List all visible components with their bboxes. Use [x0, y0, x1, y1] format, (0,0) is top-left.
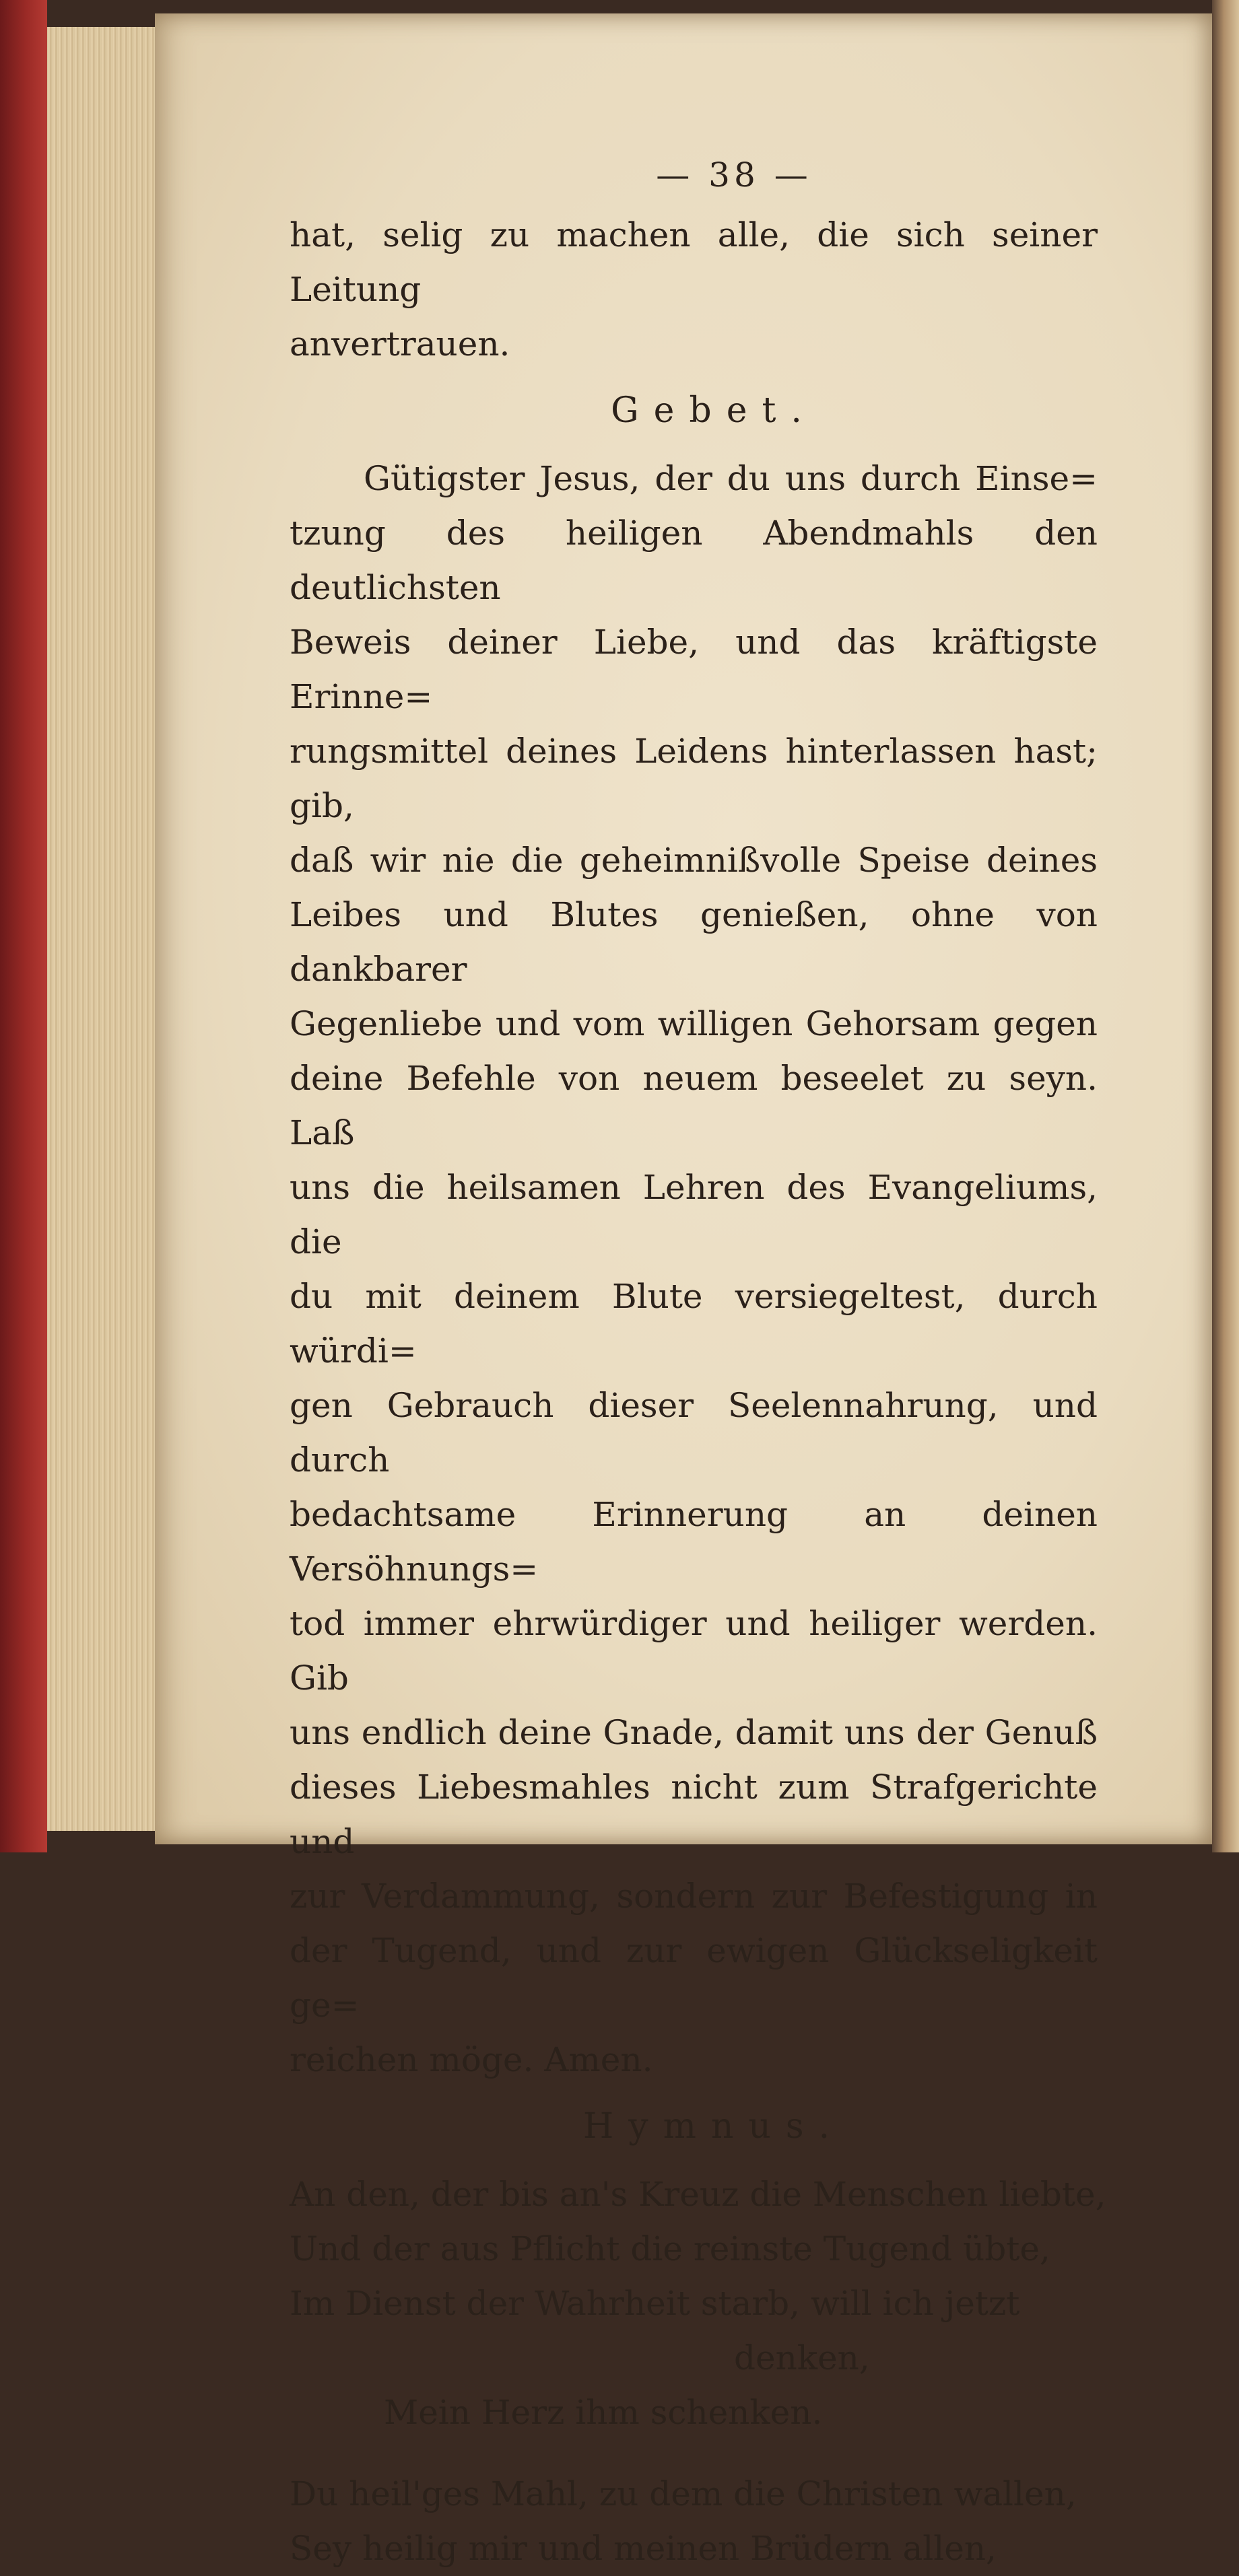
verse-line: Mein Herz ihm schenken.: [384, 2393, 823, 2432]
text-line: bedachtsame Erinnerung an deinen Versöhnungs=: [290, 1495, 1098, 1589]
text-line: reichen möge. Amen.: [290, 2040, 653, 2079]
verse-line: Du heil'ges Mahl, zu dem die Christen wallen,: [290, 2474, 1077, 2513]
verse-line: An den, der bis an's Kreuz die Menschen liebte,: [290, 2175, 1106, 2214]
verse-line: Im Dienst der Wahrheit starb, will ich jetzt: [290, 2284, 1020, 2323]
text-line: Gütigster Jesus, der du uns durch Einse=: [364, 459, 1098, 498]
text-line: uns endlich deine Gnade, damit uns der Genuß: [290, 1713, 1098, 1752]
text-line: anvertrauen.: [290, 324, 510, 363]
section-heading-hymnus: Hymnus.: [582, 2106, 845, 2147]
hymn-stanza-2: [290, 2467, 1098, 2576]
text-line: daß wir nie die geheimnißvolle Speise deines: [290, 841, 1098, 880]
text-line: tod immer ehrwürdiger und heiliger werden. Gib: [290, 1604, 1098, 1698]
text-line: du mit deinem Blute versiegeltest, durch würdi=: [290, 1277, 1098, 1370]
text-block: [290, 148, 1106, 2576]
section-heading-gebet: Gebet.: [611, 390, 817, 431]
text-line: tzung des heiligen Abendmahls den deutlichsten: [290, 514, 1098, 607]
book-gutter: [1212, 0, 1239, 1852]
text-line: gen Gebrauch dieser Seelennahrung, und durch: [290, 1386, 1098, 1480]
book-cover-edge: [0, 0, 47, 1852]
verse-line: denken,: [734, 2338, 870, 2377]
text-line: uns die heilsamen Lehren des Evangeliums, die: [290, 1168, 1098, 1261]
text-line: rungsmittel deines Leidens hinterlassen hast; gib,: [290, 732, 1098, 825]
opening-paragraph: [290, 208, 1098, 372]
book-page: [155, 13, 1212, 2568]
page-stack-edges: [47, 27, 156, 1831]
text-line: deine Befehle von neuem beseelet zu seyn. Laß: [290, 1059, 1098, 1152]
text-line: Leibes und Blutes genießen, ohne von dankbarer: [290, 895, 1098, 989]
text-line: Gegenliebe und vom willigen Gehorsam gegen: [290, 1004, 1098, 1043]
text-line: dieses Liebesmahles nicht zum Strafgerichte und: [290, 1768, 1098, 1861]
text-line: der Tugend, und zur ewigen Glückseligkeit ge=: [290, 1931, 1098, 2025]
verse-line: Und der aus Pflicht die reinste Tugend übte,: [290, 2229, 1050, 2268]
hymn-stanza-1: [290, 2167, 1106, 2440]
verse-line: Sey heilig mir und meinen Brüdern allen,: [290, 2529, 997, 2568]
text-line: Beweis deiner Liebe, und das kräftigste Erinne=: [290, 623, 1098, 716]
page-number: — 38 —: [656, 155, 812, 195]
prayer-paragraph: [290, 452, 1098, 2087]
stanza-gap: [290, 2440, 1098, 2467]
text-line: hat, selig zu machen alle, die sich seiner Leitung: [290, 215, 1098, 309]
text-line: zur Verdammung, sondern zur Befestigung in: [290, 1877, 1098, 1916]
